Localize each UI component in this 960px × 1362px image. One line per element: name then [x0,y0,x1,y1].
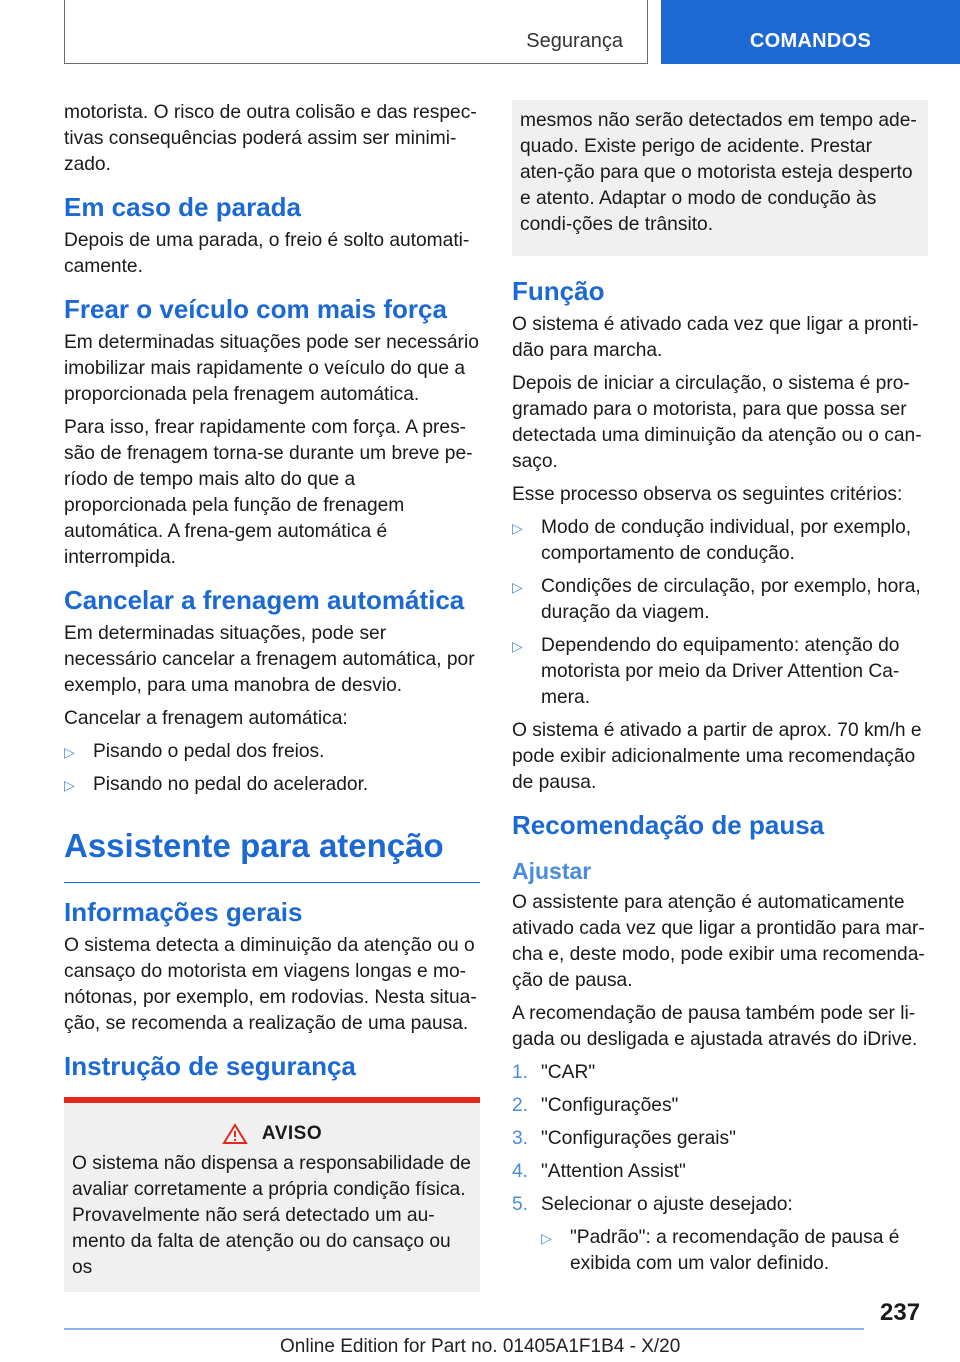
paragraph: Para isso, frear rapidamente com força. A pres-são de frenagem torna-se durante um breve pe-ríodo de tempo mais alto do que a proporcionada pela função de frenagem automática. A frena-gem automática é interrompida. [64,417,473,568]
heading-recomendacao: Recomendação de pausa [512,810,825,840]
list-item-text: Condições de circulação, por exemplo, hora, duração da viagem. [541,576,921,623]
heading-frear: Frear o veículo com mais força [64,294,447,324]
step-item [512,1126,928,1152]
triangle-right-icon: ▷ [512,579,523,595]
heading-assistente: Assistente para atenção [64,824,480,883]
paragraph: Em determinadas situações pode ser necessário imobilizar mais rapidamente o veículo do que a proporcionada pela frenagem automática. [64,332,479,405]
page-number: 237 [880,1299,921,1326]
list-item [541,1225,928,1277]
step-number: 2. [512,1095,529,1116]
step-text: Selecionar o ajuste desejado: [541,1194,793,1215]
left-column [64,100,480,1292]
triangle-right-icon: ▷ [512,638,523,654]
paragraph: motorista. O risco de outra colisão e das respec-tivas consequências poderá assim ser minimi-zado. [64,102,477,175]
header-section-label: Segurança [526,30,623,52]
list-item-text: "Padrão": a recomendação de pausa é exibida com um valor definido. [570,1227,900,1274]
warning-triangle-icon [222,1123,248,1145]
paragraph: O sistema é ativado cada vez que ligar a pronti-dão para marcha. [512,314,919,361]
heading-instrucao: Instrução de segurança [64,1051,356,1081]
paragraph: Depois de uma parada, o freio é solto automati-camente. [64,230,470,277]
list-item [512,515,928,567]
step-item [512,1093,928,1119]
list-item [512,574,928,626]
right-column [512,100,928,1284]
list-item [512,633,928,711]
footer-divider [64,1328,864,1330]
paragraph: O assistente para atenção é automaticamente ativado cada vez que ligar a prontidão para mar-cha e, deste modo, pode exibir uma recomenda-ção de pausa. [512,892,925,991]
step-number: 5. [512,1194,529,1215]
warning-title [72,1121,472,1147]
list-item-text: Modo de condução individual, por exemplo, comportamento de condução. [541,517,912,564]
step-text: "Configurações" [541,1095,679,1116]
list-item-text: Pisando no pedal do acelerador. [93,774,369,795]
triangle-right-icon: ▷ [64,777,75,793]
paragraph: O sistema é ativado a partir de aprox. 70 km/h e pode exibir adicionalmente uma recomendação de pausa. [512,720,922,793]
warning-box [64,1097,480,1292]
list-item-text: Dependendo do equipamento: atenção do motorista por meio da Driver Attention Ca-mera. [541,635,900,708]
list-item [64,739,480,765]
paragraph: A recomendação de pausa também pode ser li-gada ou desligada e ajustada através do iDrive. [512,1003,918,1050]
step-number: 1. [512,1062,529,1083]
bullet-list [512,515,928,711]
step-text: "CAR" [541,1062,596,1083]
heading-cancelar: Cancelar a frenagem automática [64,585,465,615]
paragraph: Em determinadas situações, pode ser necessário cancelar a frenagem automática, por exemplo, para uma manobra de desvio. [64,623,475,696]
paragraph: Cancelar a frenagem automática: [64,708,348,729]
step-text: "Configurações gerais" [541,1128,736,1149]
step-number: 3. [512,1128,529,1149]
heading-informacoes: Informações gerais [64,897,303,927]
header-section-box [64,0,648,64]
step-text: "Attention Assist" [541,1161,686,1182]
heading-funcao: Função [512,276,605,306]
bullet-list [64,739,480,798]
warning-text: O sistema não dispensa a responsabilidade de avaliar corretamente a própria condição física. Provavelmente não será detectado um au-mento da falta de atenção ou do cansaço ou os [72,1153,471,1278]
triangle-right-icon: ▷ [541,1230,552,1246]
step-item [512,1192,928,1277]
triangle-right-icon: ▷ [512,520,523,536]
step-number: 4. [512,1161,529,1182]
step-item [512,1060,928,1086]
list-item [64,772,480,798]
step-item [512,1159,928,1185]
list-item-text: Pisando o pedal dos freios. [93,741,325,762]
sub-bullet-list [541,1225,928,1277]
warning-title-text: AVISO [261,1123,323,1144]
header-chapter-tab[interactable]: COMANDOS [661,0,960,64]
heading-parada: Em caso de parada [64,192,301,222]
paragraph: Depois de iniciar a circulação, o sistema é pro-gramado para o motorista, para que possa ser detectada uma diminuição da atenção ou o can-saço. [512,373,922,472]
warning-text: mesmos não serão detectados em tempo ade-quado. Existe perigo de acidente. Prestar aten-ção para que o motorista esteja desperto e atento. Adaptar o modo de condução às condi-ções de trânsito. [520,110,917,235]
paragraph: Esse processo observa os seguintes critérios: [512,484,903,505]
triangle-right-icon: ▷ [64,744,75,760]
footer-edition-text: Online Edition for Part no. 01405A1F1B4 - X/20 [280,1336,681,1357]
heading-ajustar: Ajustar [512,858,592,884]
paragraph: O sistema detecta a diminuição da atenção ou o cansaço do motorista em viagens longas e mo-nótonas, por exemplo, em rodovias. Nesta situa-ção, se recomenda a realização de uma pausa. [64,935,477,1034]
warning-box-continued [512,100,928,256]
steps-list [512,1060,928,1277]
